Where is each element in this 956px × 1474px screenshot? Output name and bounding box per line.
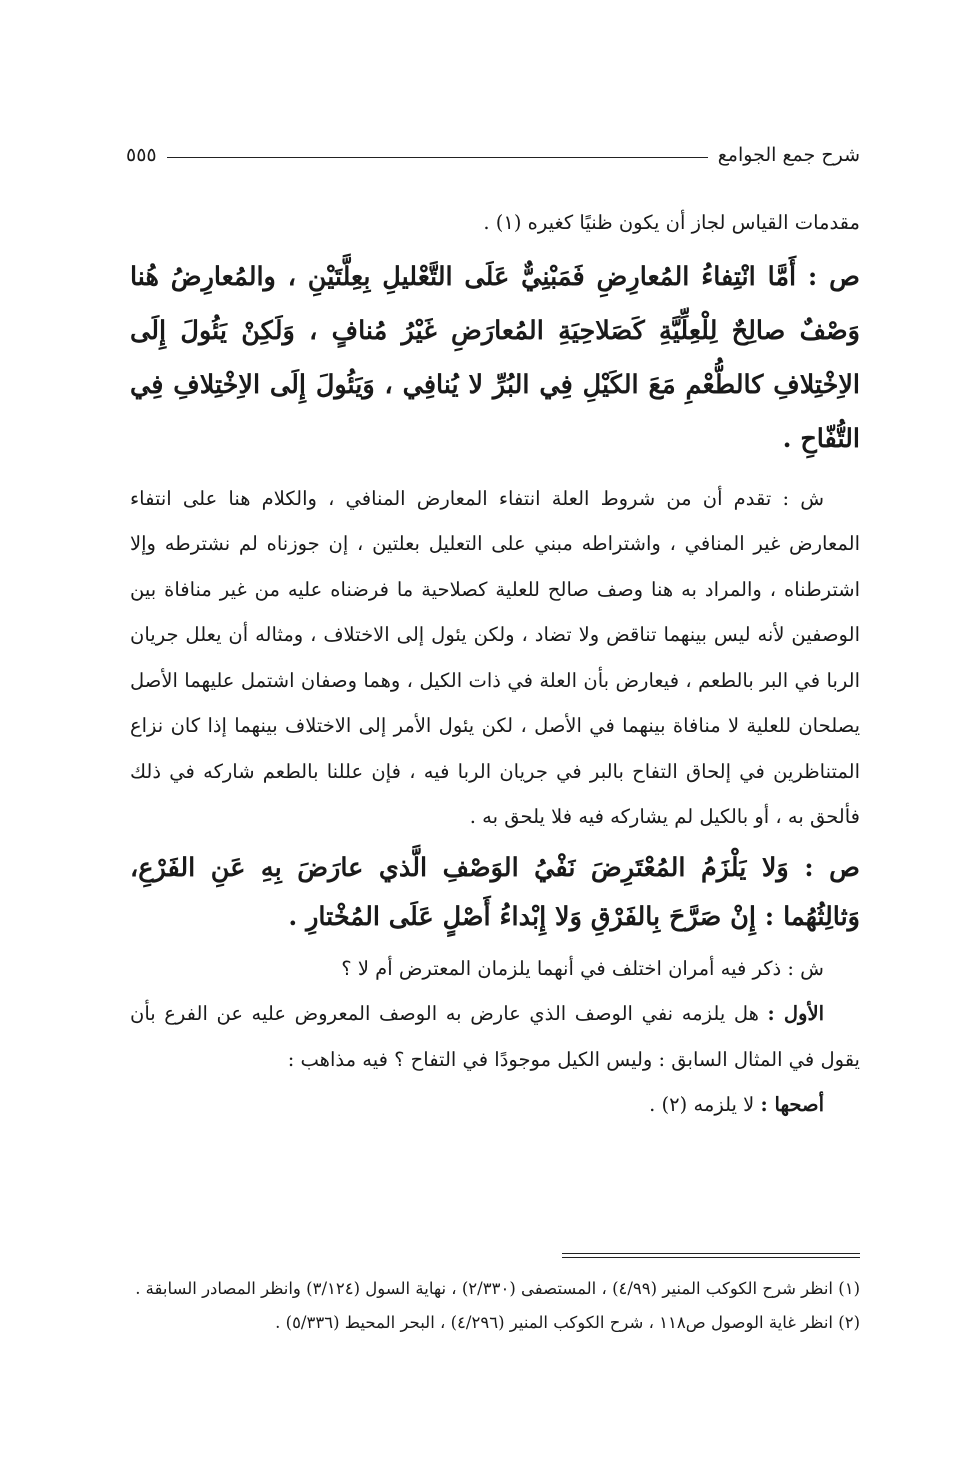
running-header [126, 144, 860, 166]
footnote-2: (٢) انظر غاية الوصول ص١١٨ ، شرح الكوكب المنير (٤/٢٩٦) ، البحر المحيط (٥/٣٣٦) . [275, 1313, 860, 1332]
header-rule [167, 157, 708, 158]
footnotes [130, 1272, 860, 1340]
correct-text: لا يلزمه (٢) . [649, 1093, 761, 1116]
continuation-paragraph: مقدمات القياس لجاز أن يكون ظنيًا كغيره (١) . [483, 211, 860, 234]
correct-view-paragraph [130, 1082, 860, 1128]
main-text [130, 200, 860, 1128]
footnote-1: (١) انظر شرح الكوكب المنير (٤/٩٩) ، المستصفى (٢/٣٣٠) ، نهاية السول (٣/١٢٤) وانظر المصادر السابقة . [135, 1279, 860, 1298]
first-text: هل يلزمه نفي الوصف الذي عارض به الوصف المعروض عليه عن الفرع بأن يقول في المثال السابق : وليس الكيل موجودًا في التفاح ؟ فيه مذاهب : [130, 1002, 860, 1071]
book-title: شرح جمع الجوامع [717, 144, 860, 166]
page-number: ٥٥٥ [126, 144, 157, 166]
matn-paragraph-2: ص : وَلا يَلْزَمُ المُعْتَرِضَ نَفْيُ الوَصْفِ الَّذي عارَضَ بِهِ عَنِ الفَرْعِ، وَثالِثُهُما : إِنْ صَرَّحَ بِالفَرْقِ وَلا إِبْداءُ أَصْلٍ عَلَى المُخْتارِ . [130, 852, 860, 932]
matn-paragraph-1: ص : أَمَّا انْتِفاءُ المُعارِضِ فَمَبْنِيٌّ عَلَى التَّعْليلِ بِعِلَّتَيْنِ ، والمُعارِضُ هُنا وَصْفٌ صالِحٌ لِلْعِلِّيَّةِ كَصَلاحِيَةِ المُعارَضِ غَيْرُ مُنافٍ ، وَلَكِنْ يَئُولَ إِلَى الاِخْتِلافِ كالطُّعْمِ مَعَ الكَيْلِ فِي البُرِّ لا يُنافِي ، وَيَئُولَ إِلَى الاِخْتِلافِ فِي التُّفّاحِ . [130, 261, 860, 454]
sharh-paragraph-2: ش : ذكر فيه أمران اختلف في أنهما يلزمان المعترض أم لا ؟ [341, 956, 824, 980]
first-label: الأول : [767, 1002, 824, 1025]
correct-label: أصحها : [760, 1093, 824, 1116]
footnote-separator [562, 1253, 860, 1258]
first-issue-paragraph [130, 991, 860, 1082]
sharh-paragraph-1: ش : تقدم أن من شروط العلة انتفاء المعارض المنافي ، والكلام هنا على انتفاء المعارض غير المنافي ، واشتراطه مبني على التعليل بعلتين ، إن جوزناه لم نشترطه وإلا اشترطناه ، والمراد به هنا وصف صالح للعلية كصلاحية ما فرضناه عليه من غير منافاة بين الوصفين لأنه ليس بينهما تناقض ولا تضاد ، ولكن يئول إلى الاختلاف ، ومثاله أن يعلل جريان الربا في البر بالطعم ، فيعارض بأن العلة في ذات الكيل ، وهما وصفان اشتمل عليهما الأصل يصلحان للعلية لا منافاة بينهما في الأصل ، لكن يئول الأمر إلى الاختلاف بينهما إذا كان نزاع المتناظرين في إلحاق التفاح بالبر في جريان الربا فيه ، فإن عللنا بالطعم شاركه في ذلك فألحق به ، أو بالكيل لم يشاركه فيه فلا يلحق به . [130, 486, 861, 828]
